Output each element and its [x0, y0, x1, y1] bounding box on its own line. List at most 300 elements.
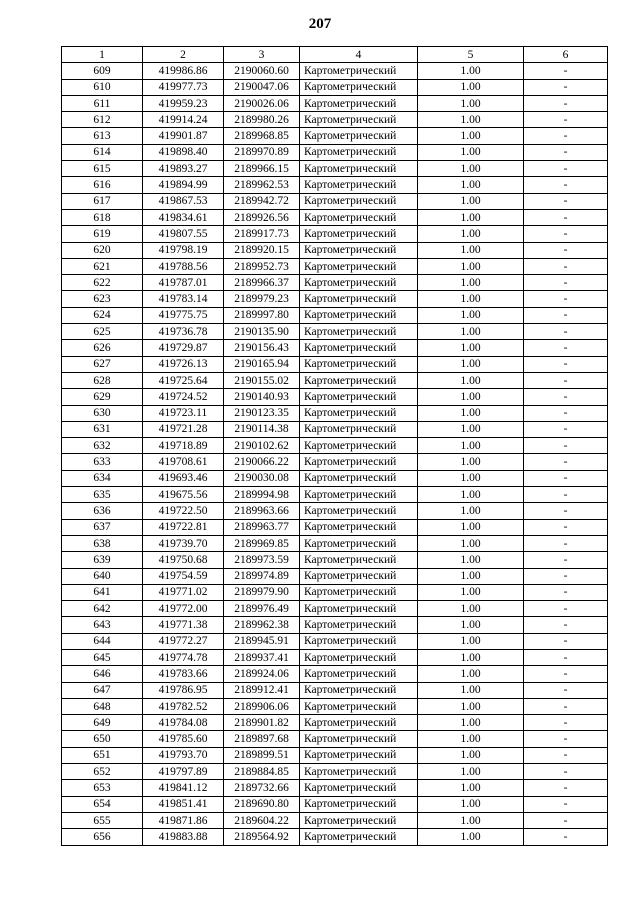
table-cell: 2189979.23: [224, 291, 300, 307]
table-cell: 419754.59: [143, 568, 224, 584]
table-cell: -: [524, 519, 608, 535]
table-cell: Картометрический: [300, 128, 418, 144]
table-row: [62, 63, 608, 79]
table-cell: -: [524, 438, 608, 454]
column-header: 3: [224, 47, 300, 63]
table-cell: Картометрический: [300, 470, 418, 486]
table-cell: 1.00: [418, 405, 524, 421]
table-cell: -: [524, 128, 608, 144]
table-cell: 1.00: [418, 128, 524, 144]
table-cell: 2190066.22: [224, 454, 300, 470]
table-row: [62, 698, 608, 714]
table-cell: 634: [62, 470, 143, 486]
table-row: [62, 519, 608, 535]
table-cell: 613: [62, 128, 143, 144]
table-cell: -: [524, 601, 608, 617]
table-cell: Картометрический: [300, 372, 418, 388]
table-row: [62, 372, 608, 388]
table-row: [62, 584, 608, 600]
table-row: [62, 552, 608, 568]
table-cell: Картометрический: [300, 715, 418, 731]
table-row: [62, 79, 608, 95]
table-cell: -: [524, 470, 608, 486]
table-cell: Картометрический: [300, 291, 418, 307]
table-row: [62, 649, 608, 665]
table-cell: 419782.52: [143, 698, 224, 714]
table-row: [62, 731, 608, 747]
table-cell: -: [524, 193, 608, 209]
table-cell: 643: [62, 617, 143, 633]
table-cell: Картометрический: [300, 95, 418, 111]
table-cell: Картометрический: [300, 356, 418, 372]
table-cell: Картометрический: [300, 226, 418, 242]
table-cell: 652: [62, 764, 143, 780]
table-cell: -: [524, 812, 608, 828]
table-cell: 419986.86: [143, 63, 224, 79]
table-cell: Картометрический: [300, 487, 418, 503]
table-cell: 632: [62, 438, 143, 454]
table-cell: 635: [62, 487, 143, 503]
table-cell: 419724.52: [143, 389, 224, 405]
table-cell: 631: [62, 421, 143, 437]
table-cell: Картометрический: [300, 63, 418, 79]
table-cell: 1.00: [418, 617, 524, 633]
table-cell: 1.00: [418, 584, 524, 600]
table-cell: Картометрический: [300, 666, 418, 682]
table-cell: Картометрический: [300, 584, 418, 600]
table-cell: 648: [62, 698, 143, 714]
table-row: [62, 356, 608, 372]
table-cell: 1.00: [418, 796, 524, 812]
table-cell: -: [524, 161, 608, 177]
table-cell: 419729.87: [143, 340, 224, 356]
table-cell: 628: [62, 372, 143, 388]
table-cell: 638: [62, 535, 143, 551]
table-cell: 624: [62, 307, 143, 323]
table-cell: -: [524, 95, 608, 111]
table-cell: -: [524, 258, 608, 274]
table-cell: 1.00: [418, 324, 524, 340]
table-cell: 419959.23: [143, 95, 224, 111]
table-cell: 1.00: [418, 340, 524, 356]
table-cell: -: [524, 617, 608, 633]
table-row: [62, 389, 608, 405]
table-row: [62, 633, 608, 649]
table-cell: Картометрический: [300, 421, 418, 437]
table-cell: 2189973.59: [224, 552, 300, 568]
table-cell: 1.00: [418, 95, 524, 111]
table-cell: 2189963.77: [224, 519, 300, 535]
table-cell: 646: [62, 666, 143, 682]
table-row: [62, 617, 608, 633]
table-cell: Картометрический: [300, 552, 418, 568]
table-cell: Картометрический: [300, 601, 418, 617]
table-cell: Картометрический: [300, 519, 418, 535]
table-cell: 2190123.35: [224, 405, 300, 421]
table-cell: 1.00: [418, 649, 524, 665]
table-cell: 1.00: [418, 747, 524, 763]
table-cell: 1.00: [418, 275, 524, 291]
table-cell: -: [524, 79, 608, 95]
table-cell: 639: [62, 552, 143, 568]
table-cell: 419739.70: [143, 535, 224, 551]
table-cell: 419774.78: [143, 649, 224, 665]
table-cell: -: [524, 372, 608, 388]
table-cell: 1.00: [418, 421, 524, 437]
table-cell: Картометрический: [300, 698, 418, 714]
table-cell: 2189974.89: [224, 568, 300, 584]
table-row: [62, 812, 608, 828]
table-cell: 2189952.73: [224, 258, 300, 274]
table-cell: 651: [62, 747, 143, 763]
table-cell: 1.00: [418, 226, 524, 242]
table-cell: Картометрический: [300, 438, 418, 454]
table-cell: 419775.75: [143, 307, 224, 323]
table-cell: Картометрический: [300, 633, 418, 649]
table-cell: -: [524, 731, 608, 747]
table-cell: 1.00: [418, 715, 524, 731]
table-cell: 2189962.38: [224, 617, 300, 633]
table-cell: -: [524, 682, 608, 698]
table-cell: -: [524, 829, 608, 845]
table-cell: -: [524, 242, 608, 258]
table-cell: 644: [62, 633, 143, 649]
table-cell: 419693.46: [143, 470, 224, 486]
table-cell: 642: [62, 601, 143, 617]
table-cell: Картометрический: [300, 454, 418, 470]
table-cell: 2189564.92: [224, 829, 300, 845]
table-cell: 2189899.51: [224, 747, 300, 763]
column-header: 1: [62, 47, 143, 63]
table-row: [62, 568, 608, 584]
table-cell: 653: [62, 780, 143, 796]
table-cell: 2190047.06: [224, 79, 300, 95]
table-cell: 419772.27: [143, 633, 224, 649]
table-cell: -: [524, 552, 608, 568]
table-cell: 1.00: [418, 438, 524, 454]
table-cell: -: [524, 780, 608, 796]
table-body: [62, 63, 608, 845]
table-cell: -: [524, 340, 608, 356]
table-cell: 2190102.62: [224, 438, 300, 454]
table-cell: -: [524, 715, 608, 731]
table-cell: 649: [62, 715, 143, 731]
table-cell: -: [524, 568, 608, 584]
table-cell: Картометрический: [300, 405, 418, 421]
table-cell: 1.00: [418, 764, 524, 780]
table-cell: -: [524, 324, 608, 340]
table-cell: Картометрический: [300, 812, 418, 828]
table-cell: 419901.87: [143, 128, 224, 144]
table-cell: 1.00: [418, 812, 524, 828]
table-cell: 419675.56: [143, 487, 224, 503]
table-cell: 419977.73: [143, 79, 224, 95]
table-cell: -: [524, 405, 608, 421]
table-cell: 645: [62, 649, 143, 665]
column-header: 6: [524, 47, 608, 63]
table-row: [62, 193, 608, 209]
table-cell: 2189970.89: [224, 144, 300, 160]
table-cell: Картометрический: [300, 324, 418, 340]
table-cell: 1.00: [418, 470, 524, 486]
table-cell: 419723.11: [143, 405, 224, 421]
table-row: [62, 454, 608, 470]
table-row: [62, 144, 608, 160]
table-row: [62, 503, 608, 519]
table-cell: 2189912.41: [224, 682, 300, 698]
table-cell: -: [524, 503, 608, 519]
table-cell: 1.00: [418, 601, 524, 617]
table-cell: 1.00: [418, 291, 524, 307]
table-cell: -: [524, 764, 608, 780]
table-cell: Картометрический: [300, 568, 418, 584]
table-cell: -: [524, 356, 608, 372]
table-row: [62, 275, 608, 291]
table-cell: 419841.12: [143, 780, 224, 796]
table-row: [62, 601, 608, 617]
table-cell: 1.00: [418, 161, 524, 177]
table-cell: 610: [62, 79, 143, 95]
table-cell: 419783.66: [143, 666, 224, 682]
table-cell: 1.00: [418, 258, 524, 274]
table-cell: 1.00: [418, 79, 524, 95]
table-cell: Картометрический: [300, 307, 418, 323]
table-cell: -: [524, 487, 608, 503]
table-cell: 625: [62, 324, 143, 340]
table-cell: 2190060.60: [224, 63, 300, 79]
table-cell: 1.00: [418, 454, 524, 470]
table-cell: 419771.02: [143, 584, 224, 600]
table-cell: -: [524, 63, 608, 79]
table-cell: 419834.61: [143, 209, 224, 225]
table-cell: Картометрический: [300, 649, 418, 665]
table-cell: Картометрический: [300, 79, 418, 95]
table-cell: Картометрический: [300, 796, 418, 812]
table-cell: 2189980.26: [224, 112, 300, 128]
table-cell: -: [524, 649, 608, 665]
table-cell: 1.00: [418, 731, 524, 747]
table-cell: 640: [62, 568, 143, 584]
table-cell: -: [524, 666, 608, 682]
table-row: [62, 177, 608, 193]
table-row: [62, 470, 608, 486]
table-cell: 629: [62, 389, 143, 405]
column-header: 4: [300, 47, 418, 63]
table-header-row: [62, 47, 608, 63]
table-row: [62, 324, 608, 340]
table-cell: 419784.08: [143, 715, 224, 731]
table-cell: Картометрический: [300, 177, 418, 193]
table-cell: 1.00: [418, 242, 524, 258]
table-cell: -: [524, 584, 608, 600]
table-cell: 1.00: [418, 829, 524, 845]
table-cell: 1.00: [418, 144, 524, 160]
table-cell: Картометрический: [300, 340, 418, 356]
table-row: [62, 226, 608, 242]
table-cell: 647: [62, 682, 143, 698]
table-cell: 2189897.68: [224, 731, 300, 747]
table-cell: 1.00: [418, 519, 524, 535]
table-cell: Картометрический: [300, 682, 418, 698]
table-cell: Картометрический: [300, 112, 418, 128]
table-cell: 1.00: [418, 568, 524, 584]
table-row: [62, 161, 608, 177]
table-cell: 419725.64: [143, 372, 224, 388]
table-cell: 1.00: [418, 535, 524, 551]
table-cell: 2190140.93: [224, 389, 300, 405]
table-cell: 2190135.90: [224, 324, 300, 340]
table-cell: 636: [62, 503, 143, 519]
table-row: [62, 715, 608, 731]
table-cell: 2189917.73: [224, 226, 300, 242]
table-cell: Картометрический: [300, 209, 418, 225]
table-row: [62, 421, 608, 437]
table-cell: 2189937.41: [224, 649, 300, 665]
table-cell: Картометрический: [300, 144, 418, 160]
table-row: [62, 307, 608, 323]
table-cell: 419772.00: [143, 601, 224, 617]
table-row: [62, 209, 608, 225]
table-cell: 633: [62, 454, 143, 470]
table-cell: 609: [62, 63, 143, 79]
table-cell: 1.00: [418, 209, 524, 225]
table-cell: Картометрический: [300, 161, 418, 177]
table-cell: -: [524, 633, 608, 649]
table-cell: 2189994.98: [224, 487, 300, 503]
table-cell: 1.00: [418, 307, 524, 323]
table-cell: 419788.56: [143, 258, 224, 274]
table-cell: 2189966.37: [224, 275, 300, 291]
table-row: [62, 242, 608, 258]
coordinates-table: [61, 46, 608, 846]
table-cell: 2189979.90: [224, 584, 300, 600]
table-cell: 2189968.85: [224, 128, 300, 144]
table-cell: -: [524, 796, 608, 812]
table-cell: 419726.13: [143, 356, 224, 372]
table-cell: 650: [62, 731, 143, 747]
table-cell: 1.00: [418, 112, 524, 128]
table-cell: -: [524, 177, 608, 193]
table-cell: 2190155.02: [224, 372, 300, 388]
table-cell: Картометрический: [300, 535, 418, 551]
table-cell: 1.00: [418, 698, 524, 714]
table-cell: Картометрический: [300, 242, 418, 258]
table-cell: 419894.99: [143, 177, 224, 193]
table-row: [62, 764, 608, 780]
table-cell: Картометрический: [300, 617, 418, 633]
table-row: [62, 780, 608, 796]
table-cell: -: [524, 144, 608, 160]
column-header: 5: [418, 47, 524, 63]
table-cell: 1.00: [418, 780, 524, 796]
table-cell: 2189966.15: [224, 161, 300, 177]
table-row: [62, 95, 608, 111]
table-cell: 615: [62, 161, 143, 177]
table-cell: 619: [62, 226, 143, 242]
page-number: 207: [308, 16, 332, 32]
table-cell: -: [524, 747, 608, 763]
table-cell: 620: [62, 242, 143, 258]
table-cell: 2189962.53: [224, 177, 300, 193]
table-cell: 1.00: [418, 552, 524, 568]
table-cell: -: [524, 389, 608, 405]
table-cell: 419771.38: [143, 617, 224, 633]
table-cell: -: [524, 698, 608, 714]
table-cell: Картометрический: [300, 764, 418, 780]
table-cell: 419807.55: [143, 226, 224, 242]
table-cell: 419736.78: [143, 324, 224, 340]
table-cell: 2189906.06: [224, 698, 300, 714]
table-cell: Картометрический: [300, 829, 418, 845]
table-cell: 656: [62, 829, 143, 845]
table-cell: 1.00: [418, 633, 524, 649]
table-cell: 622: [62, 275, 143, 291]
table-cell: 419798.19: [143, 242, 224, 258]
table-cell: -: [524, 421, 608, 437]
table-row: [62, 666, 608, 682]
table-cell: 419867.53: [143, 193, 224, 209]
table-cell: 419797.89: [143, 764, 224, 780]
table-cell: 1.00: [418, 372, 524, 388]
table-cell: 1.00: [418, 389, 524, 405]
table-cell: 2189945.91: [224, 633, 300, 649]
table-cell: 419785.60: [143, 731, 224, 747]
table-cell: 419708.61: [143, 454, 224, 470]
table-row: [62, 796, 608, 812]
table-cell: 2189690.80: [224, 796, 300, 812]
table-row: [62, 747, 608, 763]
table-cell: 1.00: [418, 356, 524, 372]
table-cell: 655: [62, 812, 143, 828]
table-cell: -: [524, 291, 608, 307]
table-row: [62, 829, 608, 845]
table-cell: -: [524, 112, 608, 128]
table-cell: 1.00: [418, 666, 524, 682]
table-cell: Картометрический: [300, 731, 418, 747]
table-cell: 623: [62, 291, 143, 307]
table-cell: 2189963.66: [224, 503, 300, 519]
table-cell: 654: [62, 796, 143, 812]
table-cell: 2189976.49: [224, 601, 300, 617]
table-row: [62, 438, 608, 454]
table-cell: 2189969.85: [224, 535, 300, 551]
table-cell: -: [524, 209, 608, 225]
table-cell: 612: [62, 112, 143, 128]
table-cell: Картометрический: [300, 389, 418, 405]
table-cell: 2189997.80: [224, 307, 300, 323]
table-cell: 2189924.06: [224, 666, 300, 682]
table-row: [62, 487, 608, 503]
table-cell: -: [524, 307, 608, 323]
table-cell: 616: [62, 177, 143, 193]
table-row: [62, 405, 608, 421]
table-cell: Картометрический: [300, 275, 418, 291]
table-cell: -: [524, 535, 608, 551]
table-cell: 1.00: [418, 503, 524, 519]
table-row: [62, 258, 608, 274]
table-cell: 419750.68: [143, 552, 224, 568]
table-cell: 1.00: [418, 682, 524, 698]
table-cell: 2189920.15: [224, 242, 300, 258]
table-row: [62, 682, 608, 698]
table-cell: Картометрический: [300, 193, 418, 209]
table-cell: 2189901.82: [224, 715, 300, 731]
table-cell: 1.00: [418, 193, 524, 209]
table-row: [62, 128, 608, 144]
table-cell: 419787.01: [143, 275, 224, 291]
table-cell: 630: [62, 405, 143, 421]
table-cell: 2190030.08: [224, 470, 300, 486]
